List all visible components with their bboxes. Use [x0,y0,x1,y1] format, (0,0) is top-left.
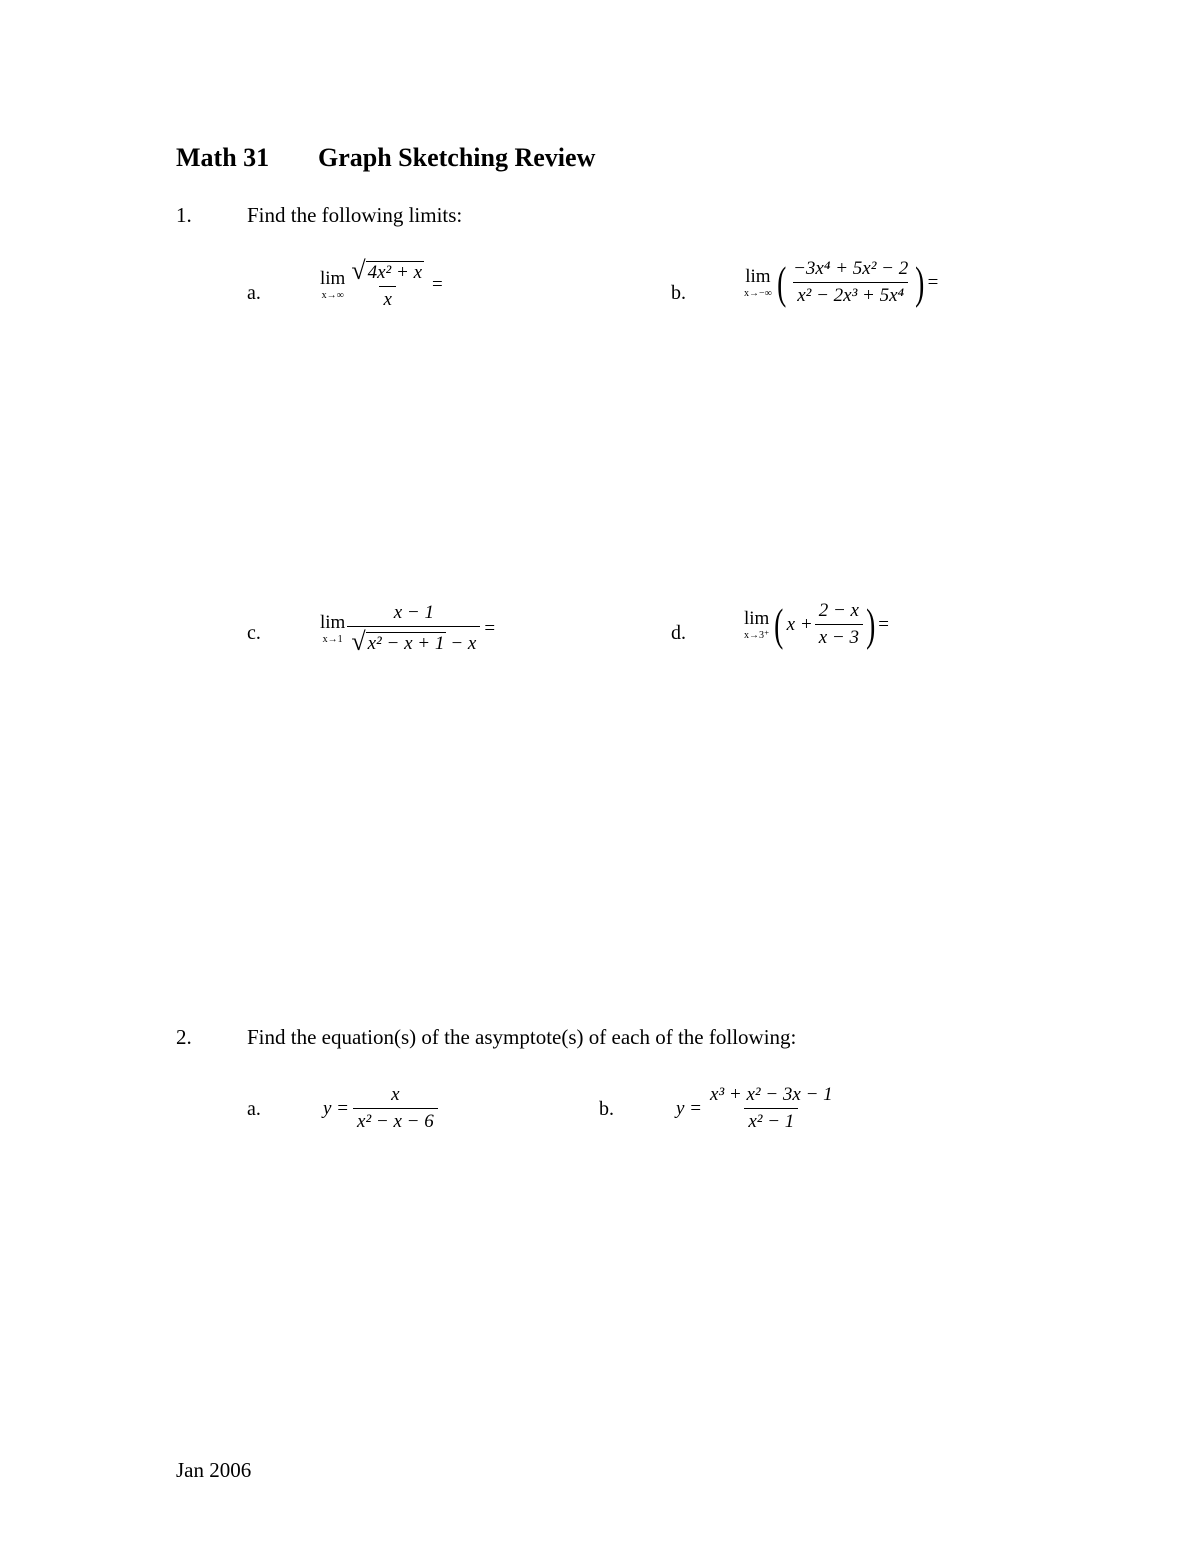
q1d-lim-word: lim [744,608,770,629]
q1b-lim-word: lim [745,266,771,287]
q1b-expression [744,258,938,307]
q1d-lim-sub: x→3⁺ [744,630,770,641]
q2b-fraction [706,1084,837,1133]
q1a-fraction [347,258,428,311]
q1c-limit [320,612,345,645]
q1d-limit [744,608,769,641]
q2a-fraction [353,1084,438,1133]
q1a-lim-word: lim [320,268,346,289]
q1c-lim-sub: x→1 [322,634,343,645]
q1d-expression [744,600,889,649]
question-2-prompt: Find the equation(s) of the asymptote(s) of each of the following: [247,1025,797,1049]
q1d-label: d. [671,622,686,644]
q1a-expression [320,258,443,311]
q1c-fraction [347,602,480,655]
q2a-numerator: x [391,1084,400,1105]
q1b-limit [744,266,772,299]
q1d-denominator: x − 3 [815,624,863,649]
q1b-right-paren: ) [915,256,925,308]
q1d-right-paren: ) [866,598,876,650]
q1c-expression [320,602,495,655]
q1c-equals: = [484,617,496,639]
q1d-numerator: 2 − x [818,600,859,621]
question-1-number: 1. [176,203,192,227]
q2b-expression [676,1084,837,1133]
q1a-equals: = [432,273,443,295]
footer-date: Jan 2006 [176,1458,252,1482]
q2a-expression [323,1084,438,1133]
q2b-numerator: x³ + x² − 3x − 1 [710,1084,833,1105]
q1c-numerator: x − 1 [393,602,434,623]
q1a-lim-sub: x→∞ [321,290,344,301]
q1b-left-paren: ( [776,256,787,308]
q1b-label: b. [671,282,686,304]
page-title: Graph Sketching Review [318,143,596,172]
q2b-denominator: x² − 1 [744,1108,798,1133]
q1a-label: a. [247,282,261,304]
course-name: Math 31 [176,143,270,172]
q1c-label: c. [247,622,261,644]
q1a-limit [320,268,345,301]
q1b-equals: = [927,271,939,293]
q1c-radicand: x² − x + 1 [367,633,445,654]
q1b-denominator: x² − 2x³ + 5x⁴ [793,282,908,307]
q1b-lim-sub: x→−∞ [744,288,772,299]
q1a-radical: √ [351,256,366,285]
question-1-prompt: Find the following limits: [247,203,463,227]
q2a-label: a. [247,1098,261,1120]
q1c-sqrt [351,629,446,655]
q1b-numerator: −3x⁴ + 5x² − 2 [793,258,909,279]
q1c-denominator [347,626,480,655]
q1c-den-tail: − x [450,633,477,654]
q1a-radicand: 4x² + x [367,262,423,283]
q1c-lim-word: lim [320,612,346,633]
q1c-radical: √ [351,627,366,656]
q1a-denominator: x [379,286,395,311]
q1b-fraction [789,258,912,307]
q1d-lead-term: x + [786,613,813,635]
question-2-number: 2. [176,1025,192,1049]
q1d-left-paren: ( [774,598,784,650]
q2a-denominator: x² − x − 6 [353,1108,438,1133]
q2b-label: b. [599,1098,614,1120]
q2b-lhs: y = [676,1097,703,1119]
q1d-fraction [815,600,863,649]
q1a-numerator [347,258,428,286]
q1d-equals: = [878,613,889,635]
q2a-lhs: y = [323,1097,350,1119]
